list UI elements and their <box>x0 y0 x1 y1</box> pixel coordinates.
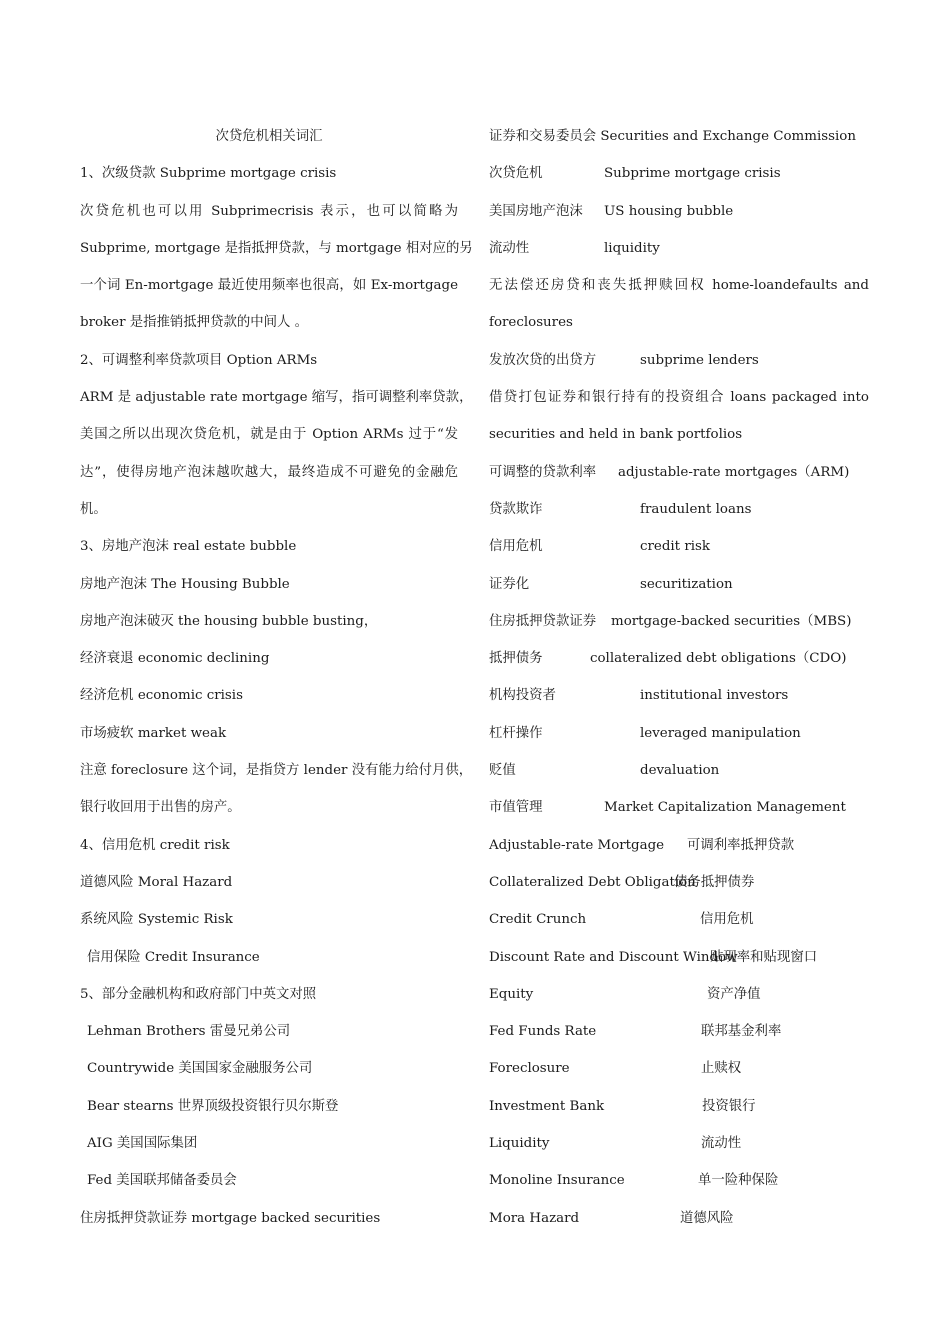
term-zh: 贷款欺诈 <box>489 501 543 517</box>
glossary-row <box>489 677 869 714</box>
term-en: Investment Bank <box>489 1098 605 1114</box>
paragraph-line: 一个词 En-mortgage 最近使用频率也很高，如 Ex-mortgage <box>80 278 458 294</box>
term-en: liquidity <box>604 240 660 256</box>
glossary-line: 证券和交易委员会 Securities and Exchange Commission <box>489 129 856 144</box>
glossary-row <box>489 939 869 976</box>
term-en: Credit Crunch <box>489 912 587 928</box>
paragraph-line: 注意 foreclosure 这个词，是指贷方 lender 没有能力给付月供， <box>80 763 473 779</box>
glossary-row <box>489 1013 869 1050</box>
glossary-line: 借贷打包证券和银行持有的投资组合 loans packaged into <box>489 390 869 406</box>
term-line: 信用保险 Credit Insurance <box>87 949 260 965</box>
glossary-row <box>489 640 869 677</box>
institution-line: Fed 美国联邦储备委员会 <box>87 1173 237 1189</box>
glossary-row <box>489 1200 869 1237</box>
glossary-row <box>489 155 869 192</box>
term-en: Discount Rate and Discount Window <box>489 949 738 965</box>
term-en: credit risk <box>640 539 710 555</box>
glossary-row <box>489 603 869 640</box>
term-zh: 道德风险 <box>680 1210 734 1226</box>
term-zh: 发放次贷的出贷方 <box>489 352 597 368</box>
term-zh: 住房抵押贷款证券 <box>489 613 597 629</box>
term-line: 房地产泡沫 The Housing Bubble <box>80 576 290 592</box>
glossary-row <box>489 193 869 230</box>
term-zh: 流动性 <box>489 240 530 256</box>
paragraph-line: 达”，使得房地产泡沫越吹越大，最终造成不可避免的金融危 <box>80 464 458 480</box>
term-en: collateralized debt obligations（CDO) <box>590 651 847 667</box>
term-line: 道德风险 Moral Hazard <box>80 874 233 890</box>
term-zh: 联邦基金利率 <box>701 1024 782 1040</box>
document-title: 次贷危机相关词汇 <box>215 129 323 144</box>
glossary-row <box>489 827 869 864</box>
paragraph-line: broker 是指推销抵押贷款的中间人 。 <box>80 315 309 331</box>
term-en: Subprime mortgage crisis <box>604 166 781 182</box>
term-zh: 市值管理 <box>489 800 543 816</box>
paragraph-line: Subprime, mortgage 是指抵押贷款，与 mortgage 相对应的另 <box>80 240 473 256</box>
paragraph-line: ARM 是 adjustable rate mortgage 缩写，指可调整利率贷款， <box>80 390 473 406</box>
term-en: Fed Funds Rate <box>489 1024 597 1040</box>
glossary-row <box>489 976 869 1013</box>
term-zh: 信用危机 <box>700 912 754 928</box>
paragraph-line: 银行收回用于出售的房产。 <box>80 800 241 816</box>
glossary-row <box>489 1088 869 1125</box>
paragraph-line: 次贷危机也可以用 Subprimecrisis 表示，也可以简略为 <box>80 203 458 219</box>
term-en: Monoline Insurance <box>489 1173 625 1189</box>
term-en: Foreclosure <box>489 1061 570 1077</box>
institution-line: AIG 美国国际集团 <box>87 1136 198 1152</box>
term-line: 住房抵押贷款证券 mortgage backed securities <box>80 1210 381 1226</box>
term-zh: 信用危机 <box>489 539 543 555</box>
institution-line: Bear stearns 世界顶级投资银行贝尔斯登 <box>87 1098 339 1114</box>
term-zh: 投资银行 <box>702 1098 756 1114</box>
term-en: securitization <box>640 576 733 592</box>
term-zh: 抵押债务 <box>489 651 543 667</box>
institution-line: Lehman Brothers 雷曼兄弟公司 <box>87 1024 291 1040</box>
section-heading-4: 4、信用危机 credit risk <box>80 837 230 853</box>
term-en: institutional investors <box>640 688 789 704</box>
glossary-row <box>489 566 869 603</box>
glossary-row <box>489 1162 869 1199</box>
term-zh: 可调利率抵押贷款 <box>687 837 795 853</box>
term-zh: 次贷危机 <box>489 166 543 182</box>
left-column <box>80 118 473 1237</box>
glossary-row <box>489 715 869 752</box>
glossary-row <box>489 454 869 491</box>
term-en: devaluation <box>640 763 720 779</box>
term-zh: 债务抵押债券 <box>674 874 755 890</box>
term-en: fraudulent loans <box>640 501 752 517</box>
term-line: 经济危机 economic crisis <box>80 688 243 704</box>
term-line: 房地产泡沫破灭 the housing bubble busting， <box>80 613 378 629</box>
glossary-row <box>489 864 869 901</box>
glossary-row <box>489 491 869 528</box>
glossary-row <box>489 789 869 826</box>
term-en: Collateralized Debt Obligation <box>489 874 696 890</box>
term-zh: 美国房地产泡沫 <box>489 203 583 219</box>
institution-line: Countrywide 美国国家金融服务公司 <box>87 1061 313 1077</box>
term-en: mortgage-backed securities（MBS) <box>611 613 852 629</box>
term-zh: 机构投资者 <box>489 688 556 704</box>
term-zh: 贬值 <box>489 763 516 779</box>
term-en: US housing bubble <box>604 203 734 219</box>
glossary-row <box>489 901 869 938</box>
glossary-row <box>489 1050 869 1087</box>
term-zh: 杠杆操作 <box>489 725 543 741</box>
term-en: subprime lenders <box>640 352 759 368</box>
term-en: Mora Hazard <box>489 1210 580 1226</box>
glossary-line: foreclosures <box>489 315 573 331</box>
term-en: adjustable-rate mortgages（ARM) <box>618 464 850 480</box>
paragraph-line: 美国之所以出现次贷危机，就是由于 Option ARMs 过于“发 <box>80 427 458 443</box>
glossary-row <box>489 1125 869 1162</box>
glossary-row <box>489 230 869 267</box>
section-heading-2: 2、可调整利率贷款项目 Option ARMs <box>80 352 318 368</box>
term-line: 经济衰退 economic declining <box>80 651 270 667</box>
term-zh: 单一险种保险 <box>698 1173 779 1189</box>
paragraph-line: 机。 <box>80 501 107 517</box>
term-zh: 贴现率和贴现窗口 <box>710 949 818 965</box>
term-zh: 证券化 <box>489 576 530 592</box>
term-line: 市场疲软 market weak <box>80 725 227 741</box>
term-en: Adjustable-rate Mortgage <box>489 837 665 853</box>
term-en: Equity <box>489 986 534 1002</box>
term-en: Market Capitalization Management <box>604 800 846 816</box>
term-en: Liquidity <box>489 1136 550 1152</box>
term-en: leveraged manipulation <box>640 725 801 741</box>
term-zh: 流动性 <box>701 1136 742 1152</box>
glossary-line: 无法偿还房贷和丧失抵押赎回权 home-loandefaults and <box>489 278 869 294</box>
glossary-row <box>489 528 869 565</box>
glossary-row <box>489 752 869 789</box>
right-column <box>489 118 869 1237</box>
term-zh: 可调整的贷款利率 <box>489 464 597 480</box>
term-zh: 资产净值 <box>707 986 761 1002</box>
glossary-row <box>489 342 869 379</box>
term-line: 系统风险 Systemic Risk <box>80 912 233 928</box>
glossary-line: securities and held in bank portfolios <box>489 427 743 443</box>
term-zh: 止赎权 <box>701 1061 742 1077</box>
section-heading-3: 3、房地产泡沫 real estate bubble <box>80 539 297 555</box>
section-heading-1: 1、次级贷款 Subprime mortgage crisis <box>80 166 337 182</box>
section-heading-5: 5、部分金融机构和政府部门中英文对照 <box>80 986 317 1002</box>
